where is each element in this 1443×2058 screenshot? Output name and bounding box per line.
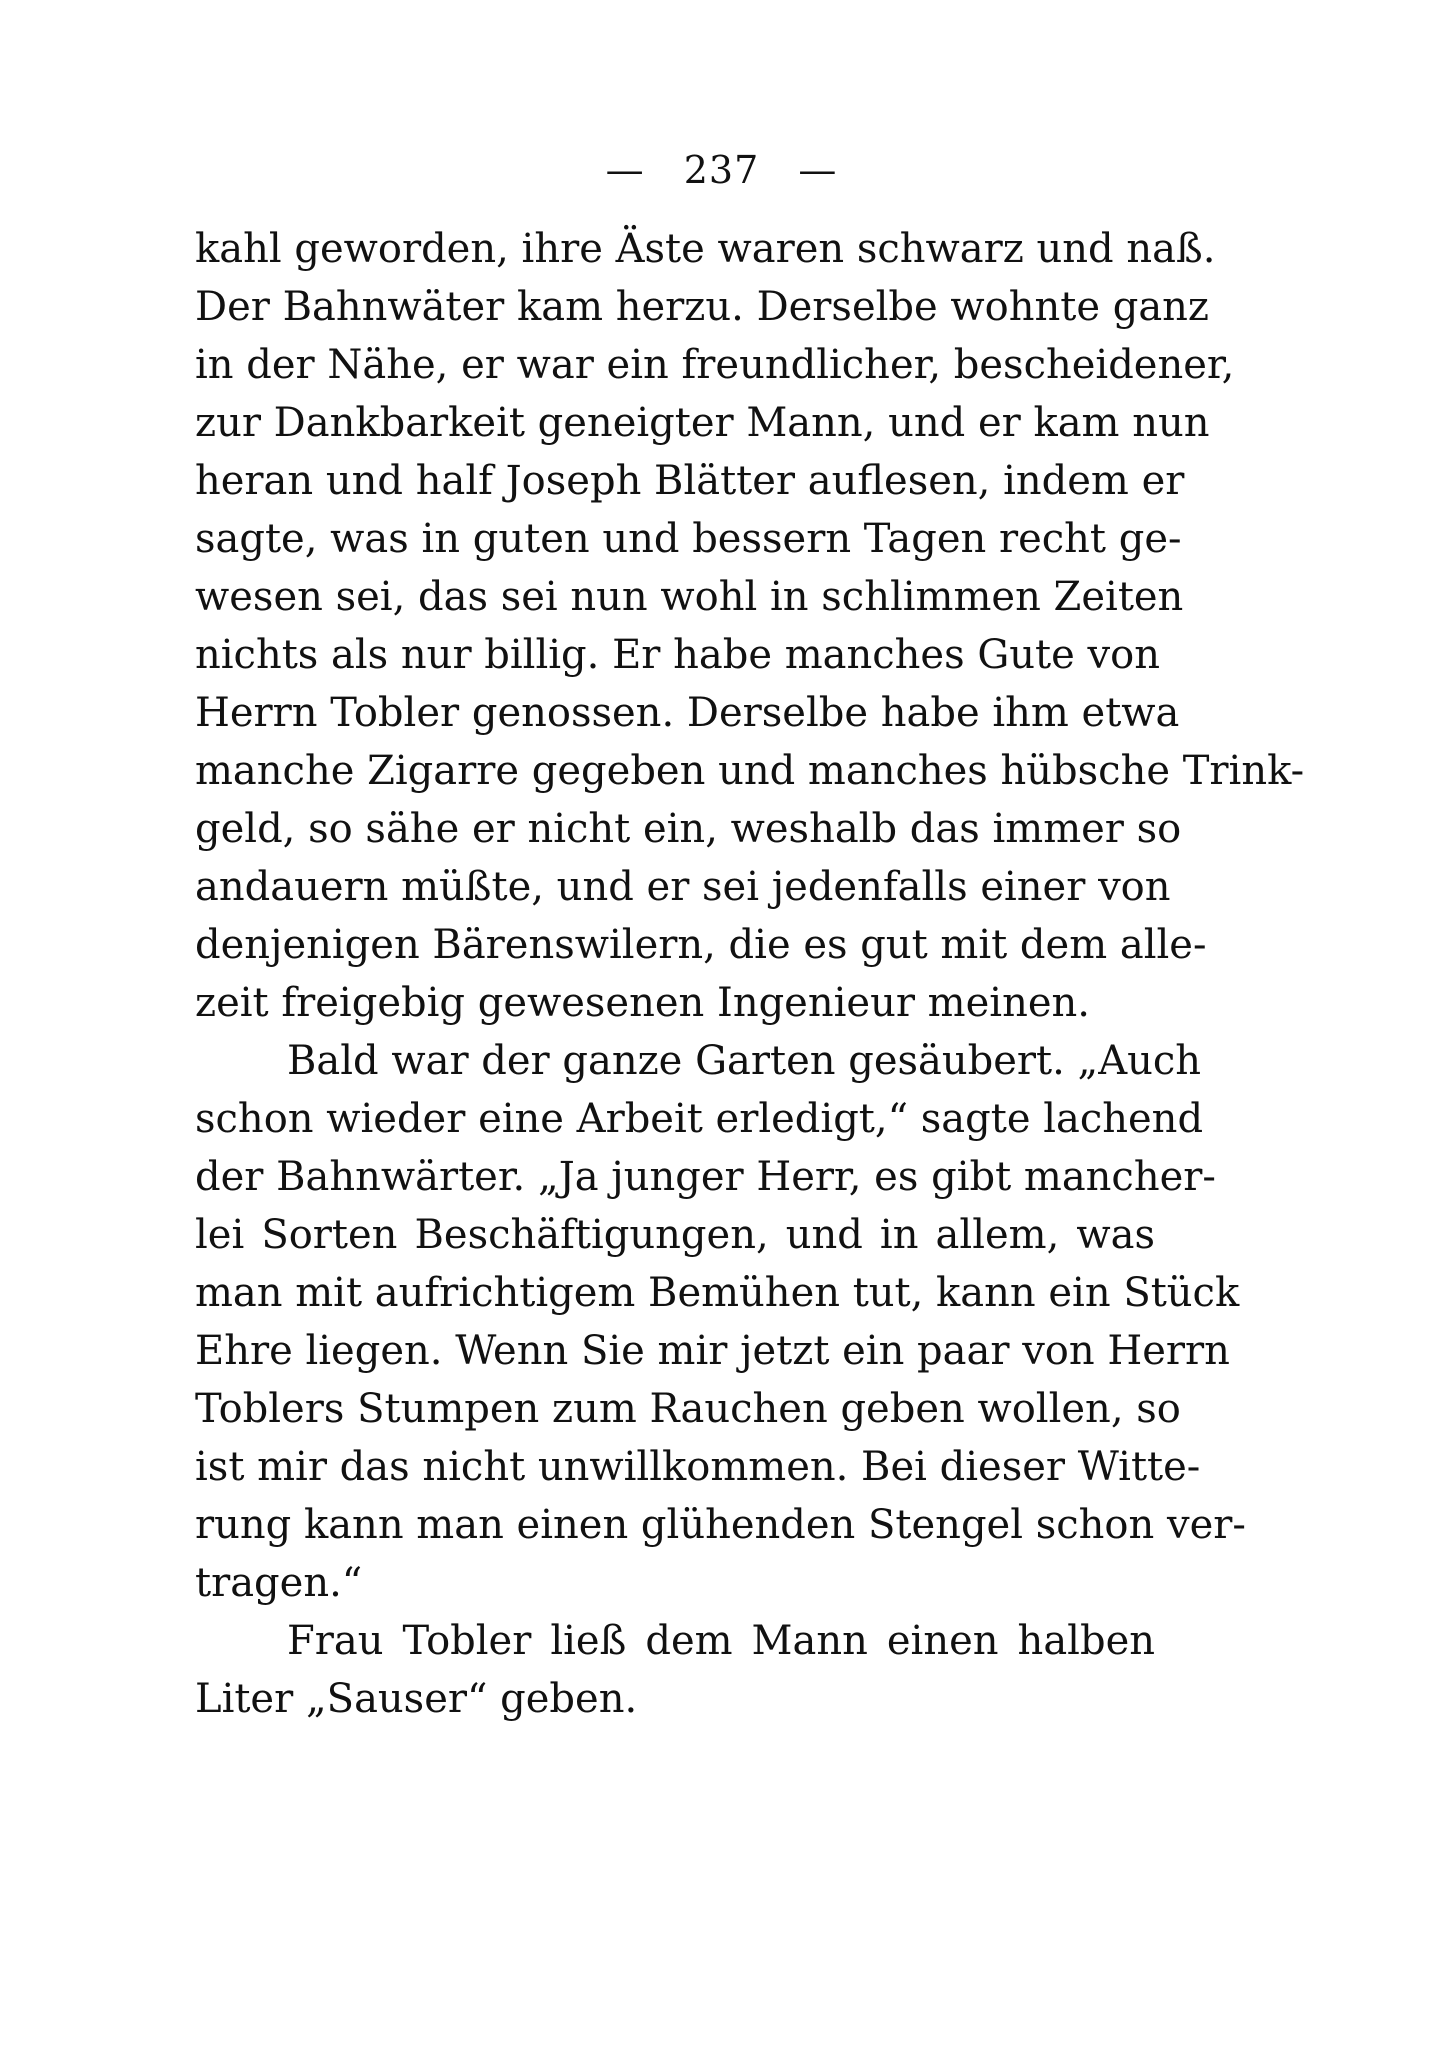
text-line: heran und half Joseph Blätter auflesen, indem er (195, 458, 1185, 504)
page-number-dash-left: — (605, 148, 645, 192)
text-line: in der Nähe, er war ein freundlicher, bescheidener, (195, 342, 1235, 388)
text-line: kahl geworden, ihre Äste waren schwarz und naß. (195, 226, 1216, 272)
paragraph (195, 1032, 1246, 1612)
text-line: andauern müßte, und er sei jedenfalls einer von (195, 864, 1171, 910)
text-line: rung kann man einen glühenden Stengel schon ver- (195, 1502, 1246, 1548)
text-line: Frau Tobler ließ dem Mann einen halben (287, 1618, 1155, 1664)
text-line: tragen.“ (195, 1560, 363, 1606)
text-line: nichts als nur billig. Er habe manches Gute von (195, 632, 1160, 678)
text-line: schon wieder eine Arbeit erledigt,“ sagte lachend (195, 1096, 1204, 1142)
text-line: Herrn Tobler genossen. Derselbe habe ihm etwa (195, 690, 1180, 736)
text-line: der Bahnwärter. „Ja junger Herr, es gibt mancher- (195, 1154, 1216, 1200)
text-line: ist mir das nicht unwillkommen. Bei dieser Witte- (195, 1444, 1201, 1490)
body-text (195, 220, 1305, 1728)
text-line: Toblers Stumpen zum Rauchen geben wollen, so (195, 1386, 1181, 1432)
text-line: denjenigen Bärenswilern, die es gut mit dem alle- (195, 922, 1207, 968)
page-number-dash-right: — (798, 148, 838, 192)
text-line: manche Zigarre gegeben und manches hübsche Trink- (195, 748, 1305, 794)
text-line: Liter „Sauser“ geben. (195, 1676, 638, 1722)
text-line: man mit aufrichtigem Bemühen tut, kann ein Stück (195, 1270, 1240, 1316)
text-line: geld, so sähe er nicht ein, weshalb das immer so (195, 806, 1182, 852)
paragraph (195, 220, 1305, 1032)
text-line: zeit freigebig gewesenen Ingenieur meinen. (195, 980, 1090, 1026)
paragraph (195, 1612, 1155, 1728)
page-number: 237 (683, 148, 760, 192)
text-line: zur Dankbarkeit geneigter Mann, und er kam nun (195, 400, 1210, 446)
text-line: Ehre liegen. Wenn Sie mir jetzt ein paar von Herrn (195, 1328, 1230, 1374)
text-line: Der Bahnwäter kam herzu. Derselbe wohnte ganz (195, 284, 1210, 330)
text-line: Bald war der ganze Garten gesäubert. „Auch (287, 1038, 1202, 1084)
text-line: wesen sei, das sei nun wohl in schlimmen Zeiten (195, 574, 1184, 620)
text-line: sagte, was in guten und bessern Tagen recht ge- (195, 516, 1182, 562)
page-number-header (0, 148, 1443, 192)
text-line: lei Sorten Beschäftigungen, und in allem, was (195, 1212, 1155, 1258)
